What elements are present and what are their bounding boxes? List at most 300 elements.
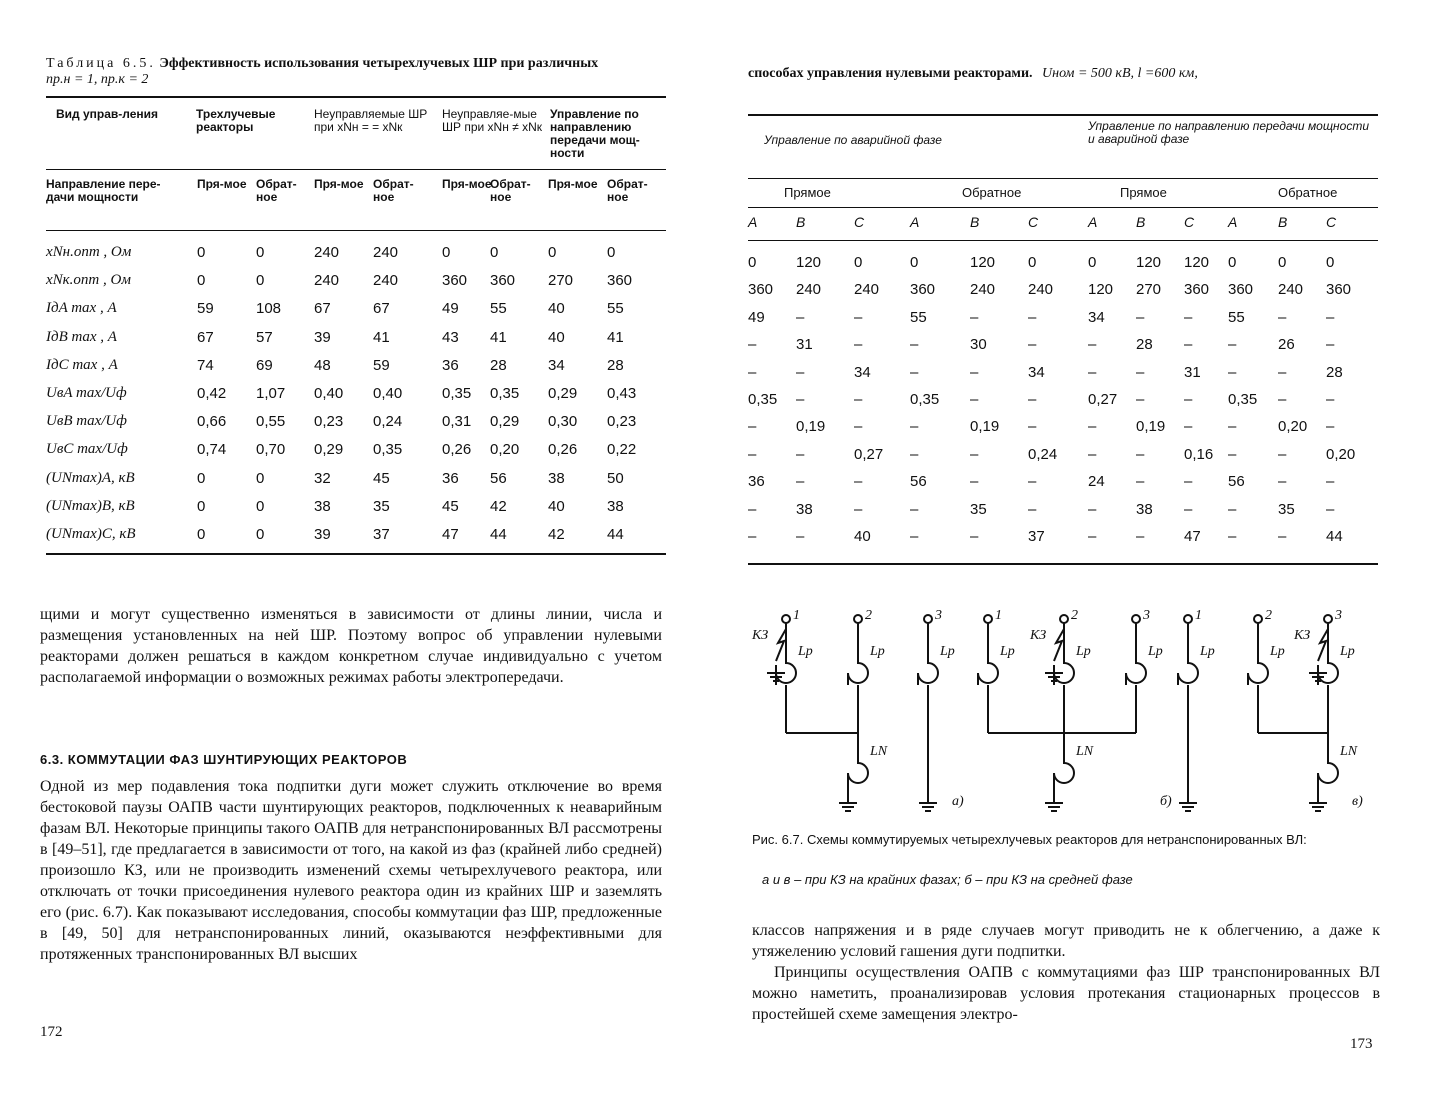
- group-divider: [748, 178, 1378, 179]
- paragraph-right-2: Принципы осуществления ОАПВ с коммутациями фаз ШР транспонированных ВЛ можно наметить, проанализировав условия протекания стационарных процессов в простейшей схеме замещения электро-: [752, 964, 1380, 1023]
- table-cell: 59: [373, 356, 390, 374]
- row-label: UвA max/Uф: [46, 385, 127, 401]
- table-cell: 42: [490, 497, 507, 515]
- node-terminal: [1132, 615, 1140, 623]
- table-cell: –: [1028, 473, 1037, 491]
- table-cell: –: [1088, 418, 1097, 436]
- table-cell: –: [1228, 363, 1237, 381]
- right-page: [718, 0, 1436, 1112]
- ln-label: LN: [870, 744, 888, 759]
- table-cell: –: [1136, 308, 1145, 326]
- lp-label: Lp: [1148, 644, 1163, 659]
- table-caption-cont-text: способах управления нулевыми реакторами.: [748, 66, 1033, 81]
- table-cell: 270: [1136, 281, 1162, 299]
- table-cell: 42: [548, 526, 565, 543]
- table-cell: 48: [314, 356, 331, 374]
- lp-label: Lp: [1076, 644, 1091, 659]
- table-cell: 55: [1228, 308, 1245, 326]
- table-cell: 31: [796, 336, 813, 354]
- table-cell: 240: [314, 272, 340, 290]
- kz-label: КЗ: [752, 628, 769, 643]
- table-cell: 0: [548, 244, 557, 261]
- table-cell: 35: [1278, 500, 1295, 518]
- table-cell: 240: [314, 244, 340, 261]
- node-terminal: [854, 615, 862, 623]
- table-cell: 0: [1228, 254, 1237, 271]
- table-cell: 0: [1028, 254, 1037, 271]
- table-cell: 47: [1184, 528, 1201, 545]
- table-cell: –: [748, 363, 757, 381]
- table-cell: –: [1278, 391, 1287, 408]
- phase-header: B: [970, 214, 980, 230]
- table-cell: –: [1278, 473, 1287, 491]
- table-cell: 37: [373, 526, 390, 543]
- group-header: Неуправляе-мые ШР при xNн ≠ xNк: [442, 107, 543, 134]
- paragraph-right-1: классов напряжения и в ряде случаев могут приводить не к облегчению, а даже к утяжелению условий гашения дуги подпитки.: [752, 922, 1380, 960]
- table-cell: 35: [970, 500, 987, 518]
- paragraph-section: Одной из мер подавления тока подпитки дуги может служить отключение во время бестоковой паузы ОАПВ части шунтирующих реакторов, подключенных к неаварийным фазам ВЛ. Некоторые принципы такого ОАПВ для нетранспонированных ВЛ рассмотрены в [49–51], где предлагается в зависимости от того, на какой из фаз (крайней либо средней) произошло КЗ, или не производить изменений схемы четырехлучевого реактора, или отключать от точки присоединения нулевого реактора один из крайних ШР и заземлять его (рис. 6.7). Как показывают исследования, способы коммутации фаз ШР, предложенные в [49, 50] для нетранспонированных линий, оказываются неэффективными для протяженных транспонированных ВЛ высших: [40, 778, 662, 963]
- table-cell: 56: [910, 473, 927, 491]
- table-cell: –: [1136, 391, 1145, 408]
- table-cell: 31: [1184, 363, 1201, 381]
- table-cell: –: [1136, 528, 1145, 545]
- direction-header: Обрат-ное: [256, 177, 297, 204]
- table-cell: 67: [314, 300, 331, 318]
- table-cell: –: [1028, 391, 1037, 408]
- table-cell: 0,26: [442, 441, 472, 459]
- table-cell: –: [1326, 308, 1335, 326]
- node-terminal: [924, 615, 932, 623]
- table-cell: –: [1184, 336, 1193, 354]
- direction-divider: [748, 207, 1378, 208]
- section-heading: 6.3. КОММУТАЦИИ ФАЗ ШУНТИРУЮЩИХ РЕАКТОРОВ: [40, 752, 408, 767]
- table-cell: 0,24: [1028, 445, 1058, 463]
- table-cell: 0: [490, 244, 499, 261]
- table-cell: 0: [1088, 254, 1097, 271]
- table-cell: –: [748, 445, 757, 463]
- header-bottom-rule: [46, 230, 666, 231]
- table-cell: 0: [197, 272, 206, 290]
- direction-header-label: Направление пере-дачи мощности: [46, 177, 161, 204]
- kz-label: КЗ: [1294, 628, 1311, 643]
- page-number-left: 172: [40, 1024, 63, 1040]
- direction-header: Пря-мое: [197, 177, 247, 191]
- table-cell: –: [1228, 500, 1237, 518]
- table-cell: –: [1184, 308, 1193, 326]
- table-bottom-rule: [46, 553, 666, 555]
- direction-header: Пря-мое: [442, 177, 492, 191]
- table-cell: –: [910, 500, 919, 518]
- table-cell: 0,35: [1228, 391, 1258, 408]
- phase-header: C: [1028, 214, 1039, 230]
- table-cell: –: [1326, 473, 1335, 491]
- table-cell: 0,27: [854, 445, 884, 463]
- lp-label: Lp: [870, 644, 885, 659]
- table-cell: 67: [197, 328, 214, 346]
- table-cell: –: [1136, 473, 1145, 491]
- direction-header: Прямое: [1120, 185, 1167, 200]
- table-cell: 34: [1028, 363, 1045, 381]
- table-cell: –: [1228, 418, 1237, 436]
- table-cell: –: [748, 500, 757, 518]
- table-cell: –: [796, 308, 805, 326]
- node-label: 1: [995, 608, 1002, 623]
- table-cell: –: [970, 528, 979, 545]
- sub-figure-label: б): [1160, 794, 1172, 809]
- phase-header: B: [1136, 214, 1146, 230]
- paragraph-continued: щими и могут существенно изменяться в зависимости от длины линии, числа и размещения установленных на ней ШР. Поэтому вопрос об управлении нулевыми реакторами должен решаться в каждом конкретном случае индивидуально с учетом располагаемой информации о возможных режимах работы электропередачи.: [40, 606, 662, 686]
- table-cell: 0,30: [548, 413, 578, 431]
- phase-header: A: [1228, 214, 1238, 230]
- table-cell: 0,20: [1326, 445, 1356, 463]
- table-cell: 360: [607, 272, 633, 290]
- reactor-schematics: [748, 605, 1388, 825]
- table-cell: 36: [442, 469, 459, 487]
- direction-header: Пря-мое: [548, 177, 598, 191]
- table-cell: 0,29: [314, 441, 344, 459]
- figure-legend: а и в – при КЗ на крайних фазах; б – при КЗ на средней фазе: [762, 872, 1133, 887]
- table-cell: –: [970, 363, 979, 381]
- table-cell: 47: [442, 526, 459, 543]
- table-cell: 0,40: [314, 385, 344, 402]
- table-cell: 0,22: [607, 441, 637, 459]
- table-cell: 0: [607, 244, 616, 261]
- table-cell: 0,24: [373, 413, 403, 431]
- reactor-coil: [1054, 755, 1074, 785]
- table-cell: 41: [607, 328, 624, 346]
- table-cell: 240: [1278, 281, 1304, 299]
- row-label: IдA max , А: [46, 300, 117, 317]
- page-number-right: 173: [1350, 1036, 1373, 1052]
- table-cell: 55: [910, 308, 927, 326]
- table-cell: 0,19: [970, 418, 1000, 436]
- table-top-rule: [46, 96, 666, 98]
- table-cell: 0: [1326, 254, 1335, 271]
- table-cell: 270: [548, 272, 574, 290]
- table-cell: 0: [197, 469, 206, 487]
- table-cell: 45: [442, 497, 459, 515]
- phase-header: C: [1326, 214, 1337, 230]
- table-cell: 0,27: [1088, 391, 1118, 408]
- table-cell: –: [1326, 336, 1335, 354]
- table-cell: –: [854, 418, 863, 436]
- row-label: IдB max , А: [46, 328, 117, 345]
- table-cell: 37: [1028, 528, 1045, 545]
- table-caption-continued: [748, 66, 1198, 82]
- phase-header: A: [1088, 214, 1098, 230]
- table-cell: –: [796, 445, 805, 463]
- table-cell: 34: [1088, 308, 1105, 326]
- table-cell: –: [1088, 500, 1097, 518]
- table-cell: 0: [256, 469, 265, 487]
- table-cell: –: [1184, 500, 1193, 518]
- phase-divider: [748, 240, 1378, 241]
- table-cell: 41: [490, 328, 507, 346]
- node-terminal: [1184, 615, 1192, 623]
- table-cell: –: [1326, 500, 1335, 518]
- node-label: 3: [1335, 608, 1342, 623]
- table-cell: 120: [1136, 254, 1162, 271]
- table-cell: –: [854, 391, 863, 408]
- table-cell: 0,66: [197, 413, 227, 431]
- table-cell: 74: [197, 356, 214, 374]
- table-cell: –: [748, 528, 757, 545]
- table-cell: 0,42: [197, 385, 227, 402]
- table-cell: 38: [796, 500, 813, 518]
- table-cell: –: [1088, 445, 1097, 463]
- direction-header: Пря-мое: [314, 177, 364, 191]
- table-cell: 120: [1088, 281, 1114, 299]
- table-cell: 45: [373, 469, 390, 487]
- table-cell: –: [748, 418, 757, 436]
- node-label: 1: [793, 608, 800, 623]
- table-cell: 38: [607, 497, 624, 515]
- table-cell: 0,35: [490, 385, 520, 402]
- table-cell: –: [796, 391, 805, 408]
- table-cell: 40: [548, 328, 565, 346]
- phase-header: C: [1184, 214, 1195, 230]
- row-label: xNн.опт , Ом: [46, 244, 132, 260]
- table-cell: 0,55: [256, 413, 286, 431]
- table-cell: 120: [970, 254, 996, 271]
- table-cell: 360: [442, 272, 468, 290]
- row-label: (UNmax)A, кВ: [46, 469, 135, 486]
- table-cell: –: [1028, 418, 1037, 436]
- table-cell: 56: [490, 469, 507, 487]
- table-cell: 32: [314, 469, 331, 487]
- table-cell: –: [910, 363, 919, 381]
- table-cell: 56: [1228, 473, 1245, 491]
- node-terminal: [1254, 615, 1262, 623]
- row-label: IдC max , А: [46, 356, 118, 373]
- direction-header: Обратное: [1278, 185, 1338, 200]
- table-cell: –: [910, 528, 919, 545]
- table-cell: 0,23: [607, 413, 637, 431]
- table-cell: 39: [314, 526, 331, 543]
- direction-header: Обрат-ное: [490, 177, 531, 204]
- table-cell: 50: [607, 469, 624, 487]
- sub-figure-label: а): [952, 794, 964, 809]
- table-cell: 38: [548, 469, 565, 487]
- reactor-coil: [1248, 655, 1268, 685]
- table-cell: –: [910, 336, 919, 354]
- table-cell: 0,74: [197, 441, 227, 459]
- table-cell: 0: [442, 244, 451, 261]
- table-cell: 34: [854, 363, 871, 381]
- table-cell: –: [796, 473, 805, 491]
- node-label: 3: [935, 608, 942, 623]
- node-terminal: [984, 615, 992, 623]
- table-cell: 43: [442, 328, 459, 346]
- table-cell: 0,29: [490, 413, 520, 431]
- table-cell: 41: [373, 328, 390, 346]
- node-label: 3: [1143, 608, 1150, 623]
- header-divider: [46, 169, 666, 170]
- table-cell: –: [970, 308, 979, 326]
- kz-arrow: [1318, 629, 1328, 661]
- table-caption: [46, 56, 686, 88]
- table-cell: 0,35: [910, 391, 940, 408]
- table-cell: –: [1028, 308, 1037, 326]
- table-cell: 120: [796, 254, 822, 271]
- table-cell: 26: [1278, 336, 1295, 354]
- table-cell: 69: [256, 356, 273, 374]
- table-cell: 67: [373, 300, 390, 318]
- row-label: (UNmax)C, кВ: [46, 526, 136, 542]
- table-cell: –: [854, 336, 863, 354]
- table-cell: 120: [1184, 254, 1210, 271]
- table-cell: 108: [256, 300, 282, 318]
- table-cell: 360: [1326, 281, 1352, 299]
- table-cell: 0,43: [607, 385, 637, 402]
- reactor-coil: [1318, 755, 1338, 785]
- table-cell: 0: [256, 244, 265, 261]
- table-cell: –: [1278, 445, 1287, 463]
- direction-header: Обрат-ное: [373, 177, 414, 204]
- lp-label: Lp: [1340, 644, 1355, 659]
- table-cell: 40: [854, 528, 871, 545]
- table-cell: 36: [442, 356, 459, 374]
- phase-header: B: [1278, 214, 1288, 230]
- table-cell: 0: [197, 244, 206, 261]
- phase-header: A: [748, 214, 758, 230]
- table-cell: –: [970, 445, 979, 463]
- table-cell: 0,23: [314, 413, 344, 431]
- node-terminal: [1060, 615, 1068, 623]
- table-cell: 0: [256, 497, 265, 515]
- table-cell: 28: [607, 356, 624, 374]
- table-cell: 0: [256, 272, 265, 290]
- phase-header: B: [796, 214, 806, 230]
- table-cell: –: [1278, 363, 1287, 381]
- node-label: 2: [1071, 608, 1078, 623]
- table-cell: –: [1136, 445, 1145, 463]
- table-cell: 0,19: [796, 418, 826, 436]
- table-cell: –: [748, 336, 757, 354]
- table-cell: 0: [197, 497, 206, 515]
- row-label: xNк.опт , Ом: [46, 272, 131, 289]
- table-cell: 44: [1326, 528, 1343, 545]
- table-cell: –: [1184, 391, 1193, 408]
- lp-label: Lp: [1000, 644, 1015, 659]
- table-cell: –: [1136, 363, 1145, 381]
- reactor-coil: [1126, 655, 1146, 685]
- table-cell: 0,20: [1278, 418, 1308, 436]
- table-cell: 0,20: [490, 441, 520, 459]
- node-label: 2: [865, 608, 872, 623]
- table-cell: –: [910, 445, 919, 463]
- row-label: (UNmax)B, кВ: [46, 497, 135, 514]
- table-cell: 35: [373, 497, 390, 515]
- table-cell: 38: [1136, 500, 1153, 518]
- table-cell: 0,29: [548, 385, 578, 402]
- table-cell: –: [970, 473, 979, 491]
- table-cell: –: [1326, 391, 1335, 408]
- table-cell: –: [1278, 308, 1287, 326]
- table-cell: –: [1088, 363, 1097, 381]
- table-cell: –: [1184, 473, 1193, 491]
- table-cell: –: [854, 500, 863, 518]
- table-cell: –: [1184, 418, 1193, 436]
- phase-header: C: [854, 214, 865, 230]
- table-cell: 44: [607, 526, 624, 543]
- node-terminal: [782, 615, 790, 623]
- table-cell: –: [854, 308, 863, 326]
- table-cell: 57: [256, 328, 273, 346]
- group-header-emergency: Управление по аварийной фазе: [764, 133, 942, 147]
- table-cell: 0: [197, 526, 206, 543]
- figure-caption: Рис. 6.7. Схемы коммутируемых четырехлучевых реакторов для нетранспонированных ВЛ:: [752, 832, 1307, 847]
- table-cell: 1,07: [256, 385, 286, 402]
- reactor-coil: [918, 655, 938, 685]
- table-cell: –: [910, 418, 919, 436]
- table-cell: –: [970, 391, 979, 408]
- table-cell: –: [1028, 336, 1037, 354]
- row-label: UвC max/Uф: [46, 441, 128, 458]
- table-cell: –: [796, 363, 805, 381]
- table-cell: 55: [607, 300, 624, 318]
- table-caption-text: Эффективность использования четырехлучевых ШР при различных: [159, 56, 599, 71]
- table-cell: 240: [796, 281, 822, 299]
- group-header: Трехлучевые реакторы: [196, 107, 276, 134]
- table-cell: 40: [548, 497, 565, 515]
- table-cell: 360: [1228, 281, 1254, 299]
- table-cell: 44: [490, 526, 507, 543]
- ln-label: LN: [1076, 744, 1094, 759]
- table-cell: 39: [314, 328, 331, 346]
- kz-label: КЗ: [1030, 628, 1047, 643]
- table-cell: 0: [854, 254, 863, 271]
- direction-header: Прямое: [784, 185, 831, 200]
- table-cell: 49: [442, 300, 459, 318]
- table-cell: 360: [910, 281, 936, 299]
- table-cell: 0,26: [548, 441, 578, 459]
- node-label: 1: [1195, 608, 1202, 623]
- ln-label: LN: [1340, 744, 1358, 759]
- lp-label: Lp: [1200, 644, 1215, 659]
- table-cell: 0,35: [748, 391, 778, 408]
- direction-header: Обратное: [962, 185, 1022, 200]
- table-cell: –: [1228, 336, 1237, 354]
- table-cell: 38: [314, 497, 331, 515]
- table-caption-prefix: Таблица 6.5.: [46, 56, 156, 71]
- right-table-top-rule: [748, 114, 1378, 116]
- table-cell: –: [1326, 418, 1335, 436]
- table-cell: 55: [490, 300, 507, 318]
- table-cell: 0: [748, 254, 757, 271]
- table-cell: 0,35: [442, 385, 472, 402]
- table-cell: 240: [373, 272, 399, 290]
- kz-arrow: [776, 629, 786, 661]
- table-cell: 0,35: [373, 441, 403, 459]
- table-cell: –: [1278, 528, 1287, 545]
- table-cell: 28: [1326, 363, 1343, 381]
- group-header: Управление по направлению передачи мощ-ности: [550, 107, 640, 160]
- node-terminal: [1324, 615, 1332, 623]
- table-cell: 24: [1088, 473, 1105, 491]
- table-cell: 360: [748, 281, 774, 299]
- table-cell: 49: [748, 308, 765, 326]
- lp-label: Lp: [940, 644, 955, 659]
- table-cell: 0: [1278, 254, 1287, 271]
- sub-figure-label: в): [1352, 794, 1363, 809]
- table-cell: 30: [970, 336, 987, 354]
- table-cell: 59: [197, 300, 214, 318]
- table-cell: 0,40: [373, 385, 403, 402]
- right-table-bottom-rule: [748, 563, 1378, 565]
- table-cell: –: [854, 473, 863, 491]
- phase-header: A: [910, 214, 920, 230]
